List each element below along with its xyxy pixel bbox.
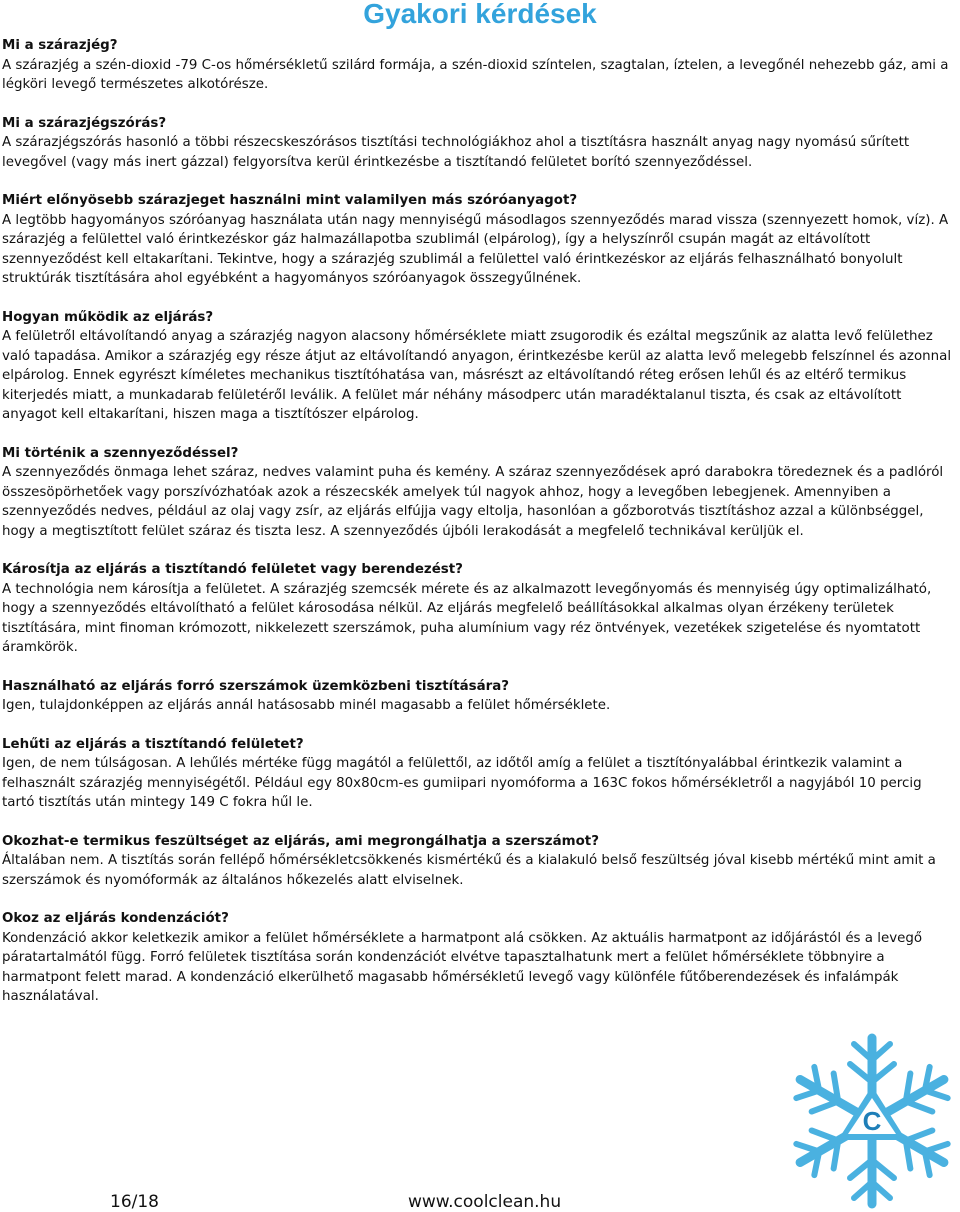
faq-answer: A szárazjégszórás hasonló a többi részecskeszórásos tisztítási technológiákhoz ahol a tisztításra használt anyag nagy nyomású sűrített levegővel (vagy más inert gázzal) felgyorsítva kerül érintkezésbe a tisztítandó felületet borító szennyeződéssel.: [2, 135, 910, 170]
logo-letter: C: [862, 1106, 882, 1136]
faq-question: Használható az eljárás forró szerszámok üzemközbeni tisztítására?: [2, 678, 510, 694]
faq-answer: A felületről eltávolítandó anyag a szárazjég nagyon alacsony hőmérséklete miatt zsugorodik és ezáltal megszűnik az alatta levő felülethez való tapadása. Amikor a szárazjég egy része átjut az eltávolítandó anyagon, érintkezésbe kerül az alatta levő melegebb felszínnel és azonnal elpárolog. Ennek egyrészt kíméletes mechanikus tisztítóhatása van, másrészt az eltávolítandó réteg erősen lehűl és az eltérő termikus kiterjedés miatt, a munkadarab felületéről leválik. A felület már néhány másodperc után maradéktalanul tiszta, és csak az eltávolított anyagot kell eltakarítani, hiszen maga a tisztítószer elpárolog.: [2, 329, 952, 422]
faq-list: [2, 36, 958, 1026]
faq-item: [2, 560, 958, 658]
faq-question: Mi történik a szennyeződéssel?: [2, 445, 239, 461]
faq-question: Károsítja az eljárás a tisztítandó felületet vagy berendezést?: [2, 562, 463, 577]
page-title: Gyakori kérdések: [363, 0, 597, 29]
faq-question: Miért előnyösebb szárazjeget használni mint valamilyen más szóróanyagot?: [2, 193, 578, 208]
footer-url: www.coolclean.hu: [408, 1192, 562, 1212]
faq-item: [2, 735, 958, 813]
page-number: 16/18: [110, 1192, 159, 1212]
faq-answer: A szennyeződés önmaga lehet száraz, nedves valamint puha és kemény. A száraz szennyeződések apró darabokra töredeznek és a padlóról összesöpörhetőek vagy porszívózhatóak azok a részecskék amelyek túl nagyok ahhoz, hogy a levegőben lebegjenek. Amennyiben a szennyeződés nedves, például az olaj vagy zsír, az eljárás elfújja vagy eltolja, hasonlóan a gőzborotvás tisztításhoz azzal a különbséggel, hogy a megtisztított felület száraz és tiszta lesz. A szennyeződés újbóli lerakodását a megfelelő technikával kerüljük el.: [2, 465, 944, 539]
faq-answer: Igen, de nem túlságosan. A lehűlés mértéke függ magától a felülettől, az időtől amíg a felület a tisztítónyalábbal érintkezik valamint a felhasznált szárazjég mennyiségétől. Például egy 80x80cm-es gumiipari nyomóforma a 163C fokos hőmérsékletről a nagyjából 10 percig tartó tisztítás után mintegy 149 C fokra hűl le.: [2, 756, 922, 810]
faq-item: [2, 308, 958, 425]
faq-question: Hogyan működik az eljárás?: [2, 309, 214, 325]
faq-question: Lehűti az eljárás a tisztítandó felületet?: [2, 736, 304, 752]
faq-answer: Általában nem. A tisztítás során fellépő hőmérsékletcsökkenés kismértékű és a kialakuló belső feszültség jóval kisebb mértékű mint amit a szerszámok és nyomóformák az általános hőkezelés alatt elviselnek.: [2, 853, 936, 888]
faq-item: [2, 36, 958, 95]
faq-question: Mi a szárazjégszórás?: [2, 115, 167, 131]
faq-question: Mi a szárazjég?: [2, 38, 118, 53]
faq-answer: Kondenzáció akkor keletkezik amikor a felület hőmérséklete a harmatpont alá csökken. Az aktuális harmatpont az időjárástól és a levegő páratartalmától függ. Forró felületek tisztítása során kondenzációt elvétve tapasztalhatunk mert a felület hőmérséklete többnyire a harmatpont felett marad. A kondenzáció elkerülhető magasabb hőmérsékletű levegő vagy különféle fűtőberendezések és infalámpák használatával.: [2, 930, 923, 1004]
faq-answer: Igen, tulajdonképpen az eljárás annál hatásosabb minél magasabb a felület hőmérséklete.: [2, 698, 611, 713]
faq-answer: A legtöbb hagyományos szóróanyag használata után nagy mennyiségű másodlagos szennyeződés marad vissza (szennyezett homok, víz). A szárazjég a felülettel való érintkezéskor gáz halmazállapotba szublimál (elpárolog), így a helyszínről csupán magát az eltávolított szennyeződést kell eltakarítani. Tekintve, hogy a szárazjég szublimál a felülettel való érintkezéskor az eljárás felhasználható bonyolult struktúrák tisztítására ahol egyébként a hagyományos szóróanyagok összegyűlnének.: [2, 212, 949, 286]
faq-item: [2, 191, 958, 289]
faq-item: [2, 114, 958, 173]
faq-question: Okoz az eljárás kondenzációt?: [2, 911, 229, 926]
faq-answer: A szárazjég a szén-dioxid -79 C-os hőmérsékletű szilárd formája, a szén-dioxid színtelen, szagtalan, íztelen, a levegőnél nehezebb gáz, ami a légköri levegő természetes alkotórésze.: [2, 57, 949, 92]
faq-item: [2, 677, 958, 716]
snowflake-logo-icon: [782, 1030, 960, 1212]
faq-item: [2, 832, 958, 891]
faq-item: [2, 909, 958, 1007]
faq-answer: A technológia nem károsítja a felületet. A szárazjég szemcsék mérete és az alkalmazott levegőnyomás és mennyiség úgy optimalizálható, hogy a szennyeződés eltávolítható a felület károsodása nélkül. Az eljárás megfelelő beállításokkal alkalmas olyan érzékeny területek tisztítására, mint finoman krómozott, nikkelezett szerszámok, puha alumínium vagy réz öntvények, vezetékek szigetelése és nyomtatott áramkörök.: [2, 581, 932, 655]
faq-item: [2, 444, 958, 542]
faq-question: Okozhat-e termikus feszültséget az eljárás, ami megrongálhatja a szerszámot?: [2, 833, 599, 849]
